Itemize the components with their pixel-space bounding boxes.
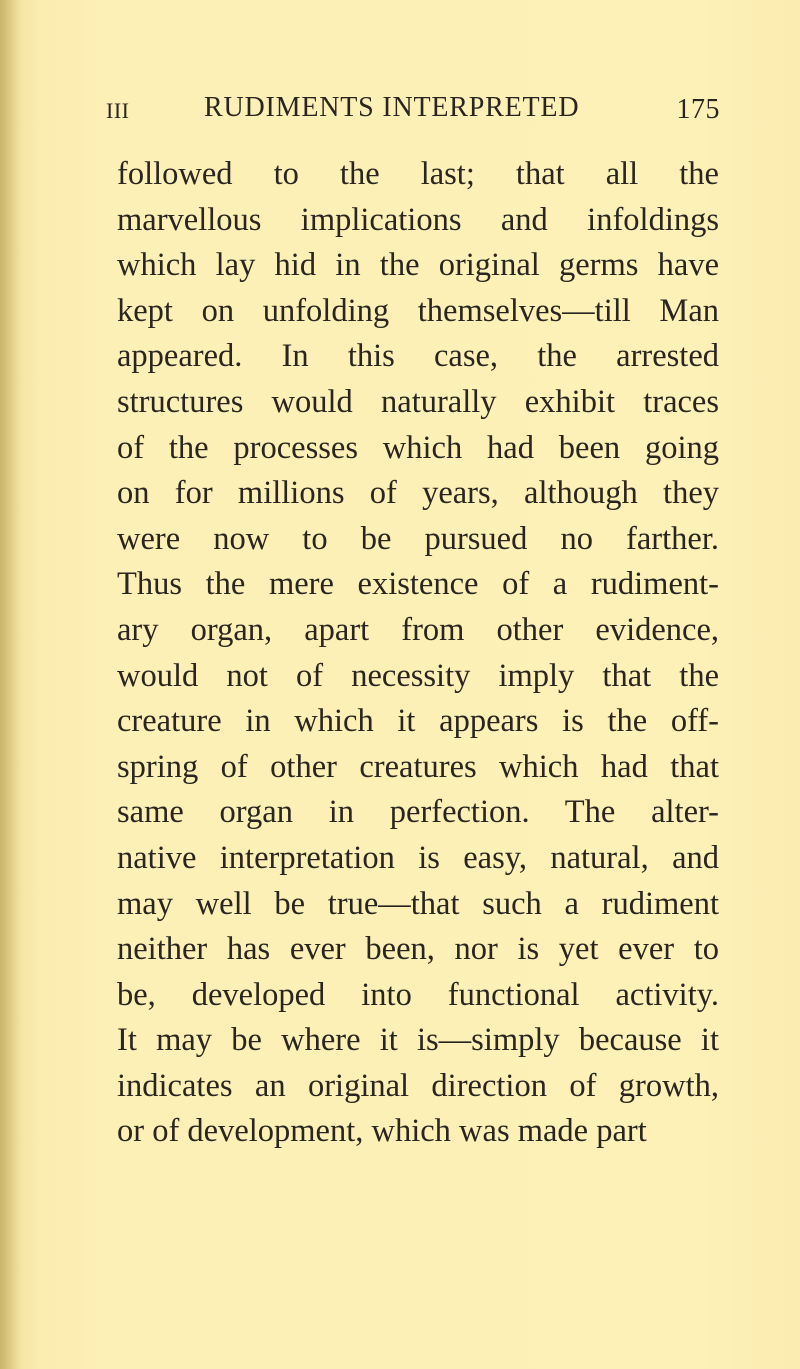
chapter-number: III [106, 98, 130, 123]
text-line: on for millions of years, although they [117, 475, 719, 512]
text-line: may well be true—that such a rudiment [117, 885, 719, 922]
text-line: structures would naturally exhibit traces [117, 383, 719, 420]
text-line: or of development, which was made part [117, 1113, 647, 1150]
text-line: ary organ, apart from other evidence, [117, 611, 719, 648]
text-line: neither has ever been, nor is yet ever to [117, 931, 719, 968]
text-line: would not of necessity imply that the [117, 657, 719, 694]
text-line: It may be where it is—simply because it [117, 1022, 719, 1059]
text-line: kept on unfolding themselves—till Man [117, 292, 719, 329]
running-title: RUDIMENTS INTERPRETED [204, 92, 580, 123]
text-line: of the processes which had been going [117, 429, 719, 466]
text-line: appeared. In this case, the arrested [117, 338, 719, 375]
text-line: which lay hid in the original germs have [117, 247, 719, 284]
text-line: spring of other creatures which had that [117, 748, 719, 785]
text-line: followed to the last; that all the [117, 156, 719, 192]
text-line: same organ in perfection. The alter- [117, 794, 719, 831]
text-line: Thus the mere existence of a rudiment- [117, 566, 719, 603]
text-line: were now to be pursued no farther. [117, 520, 719, 557]
text-line: indicates an original direction of growth, [117, 1067, 719, 1104]
text-line: marvellous implications and infoldings [117, 201, 719, 238]
body-paragraph [117, 152, 719, 1155]
page-number: 175 [676, 94, 720, 125]
text-line: be, developed into functional activity. [117, 976, 719, 1013]
text-line: native interpretation is easy, natural, and [117, 839, 719, 876]
text-line: creature in which it appears is the off- [117, 703, 719, 740]
page-gutter-shadow [0, 0, 22, 1369]
running-head [106, 92, 720, 132]
